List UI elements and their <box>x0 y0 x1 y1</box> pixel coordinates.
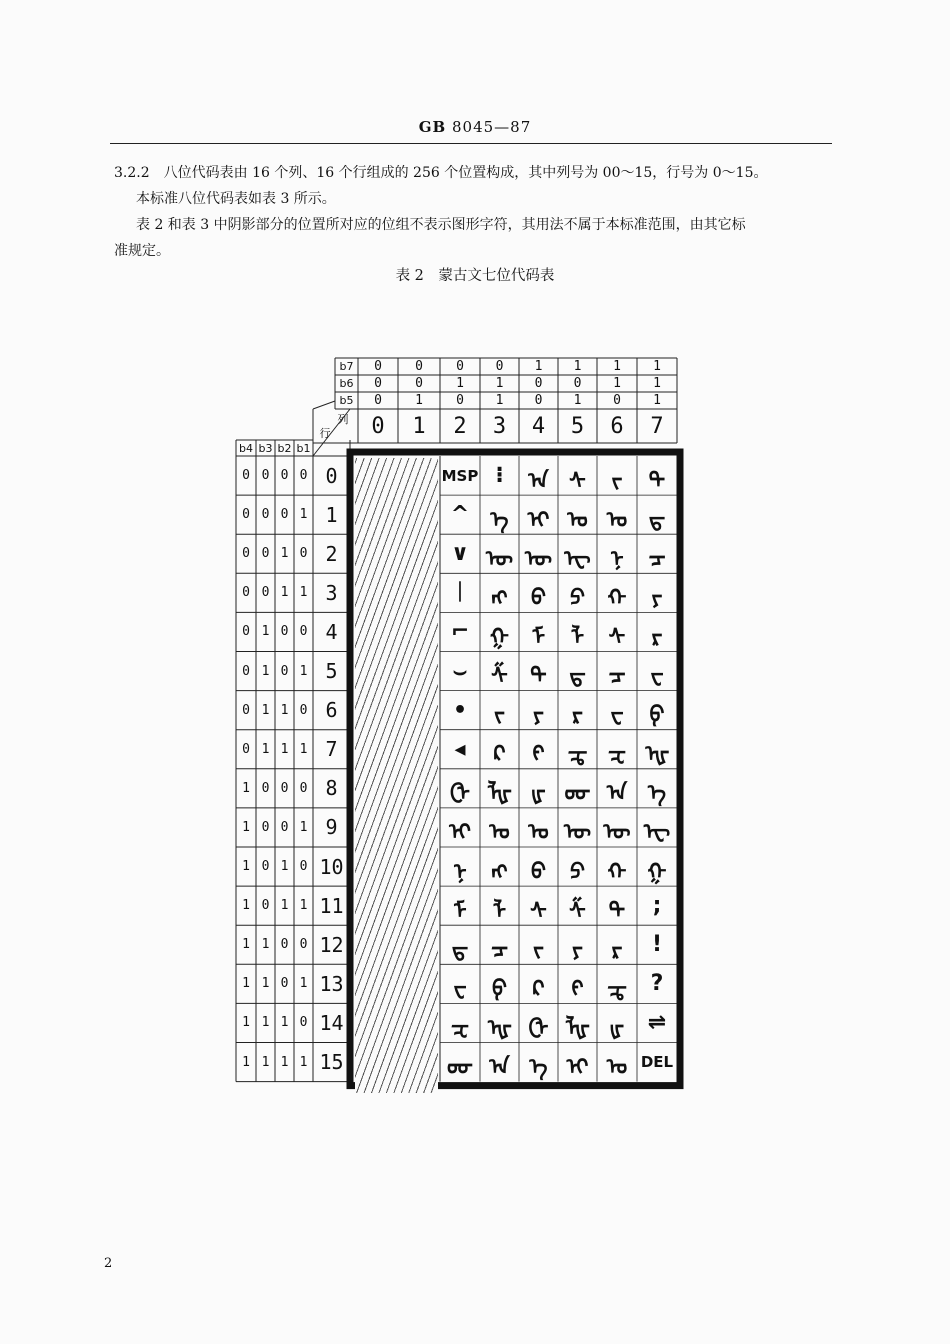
row-bit-cell: 0 <box>280 976 289 992</box>
row-bit-cell: 1 <box>261 1054 270 1070</box>
top-bit-cell: 0 <box>415 359 423 374</box>
code-glyph: ᠹ <box>649 703 665 729</box>
code-glyph: ᠻ <box>532 742 545 768</box>
code-glyph: ᠾ <box>487 1015 512 1041</box>
top-bit-cell: 1 <box>415 393 423 408</box>
code-glyph: ᠠ <box>606 781 628 807</box>
row-bit-cell: 0 <box>242 507 250 523</box>
row-bit-cell: 1 <box>299 1054 308 1070</box>
row-header-label: 行 <box>319 427 331 440</box>
row-bit-cell: 1 <box>261 741 270 757</box>
row-bit-cell: 0 <box>242 468 250 484</box>
code-glyph: ᠲ <box>648 468 666 494</box>
row-bit-cell: 0 <box>242 741 250 757</box>
code-glyph: ᡂ <box>447 1055 473 1081</box>
column-number: 2 <box>453 413 467 439</box>
row-bit-cell: 0 <box>242 585 250 601</box>
top-bit-cell: 1 <box>495 376 504 391</box>
code-glyph: ᠣ <box>567 507 588 533</box>
code-glyph: ᠤ <box>606 507 628 533</box>
row-bit-cell: 0 <box>242 546 250 562</box>
code-glyph: ᠷ <box>651 624 663 650</box>
column-number: 5 <box>570 413 585 439</box>
column-header-label: 列 <box>337 413 349 426</box>
bit-label-b3: b3 <box>258 441 273 455</box>
code-glyph: ᠰ <box>569 468 586 494</box>
row-bit-cell: 1 <box>280 898 289 914</box>
code-glyph: ◂ <box>454 736 466 762</box>
code-glyph: ᛁ <box>453 580 467 606</box>
standard-code: 8045—87 <box>452 118 532 136</box>
row-bit-cell: 1 <box>299 663 308 679</box>
code-glyph: MSP <box>441 466 479 485</box>
top-bit-cell: 0 <box>456 393 464 408</box>
row-bit-cell: 1 <box>242 1015 250 1031</box>
code-glyph: ᠬ <box>607 859 627 885</box>
row-bit-cell: 0 <box>261 546 270 562</box>
code-glyph: ᠷ <box>611 937 623 963</box>
code-glyph: ᠧ <box>564 546 591 572</box>
code-glyph: ᠫ <box>570 859 585 885</box>
code-glyph: ᠯ <box>570 624 585 650</box>
code-glyph: ᠩ <box>491 585 508 611</box>
row-bit-cell: 1 <box>299 976 308 992</box>
row-number: 10 <box>319 854 344 879</box>
code-glyph: ᡀ <box>487 781 512 807</box>
top-bit-cell: 0 <box>374 376 382 391</box>
code-glyph: ⁝ <box>495 463 504 489</box>
code-glyph: ᠢ <box>566 1055 589 1081</box>
top-bit-cell: 0 <box>534 376 543 391</box>
top-bit-cell: 1 <box>653 359 661 374</box>
code-glyph: ᠻ <box>571 976 584 1002</box>
code-glyph: ᠾ <box>644 742 670 768</box>
row-number: 15 <box>319 1050 344 1075</box>
top-bit-cell: 0 <box>415 376 423 391</box>
code-glyph: ᠳ <box>451 937 469 963</box>
para1-line2: 本标准八位代码表如表 3 所示。 <box>136 191 336 207</box>
para2-line1: 表 2 和表 3 中阴影部分的位置所对应的位组不表示图形字符，其用法不属于本标准范围，由其它标 <box>136 217 746 233</box>
code-glyph: ᠩ <box>491 859 508 885</box>
para1-line1: 3.2.2 八位代码表由 16 个列、16 个行组成的 256 个位置构成，其中列号为 00～15，行号为 0～15。 <box>114 165 768 181</box>
column-number: 1 <box>412 413 426 439</box>
row-bit-cell: 0 <box>299 859 308 875</box>
code-glyph: ᠰ <box>530 898 547 924</box>
code-glyph: ᠴ <box>608 664 626 690</box>
code-glyph: ᠼ <box>567 742 588 768</box>
row-bit-cell: 0 <box>261 585 270 601</box>
row-bit-cell: 1 <box>280 741 289 757</box>
row-bit-cell: 0 <box>261 507 270 523</box>
code-glyph: ^ <box>450 502 470 528</box>
bit-label-b4: b4 <box>239 441 253 455</box>
code-glyph: ᡁ <box>609 1015 625 1041</box>
row-bit-cell: 0 <box>299 546 308 562</box>
code-glyph: ᠮ <box>531 624 546 650</box>
row-bit-cell: 0 <box>261 780 270 796</box>
code-glyph: ᠲ <box>608 898 626 924</box>
row-bit-cell: 0 <box>299 702 308 718</box>
code-glyph: • <box>452 697 468 723</box>
top-bit-cell: 0 <box>374 393 382 408</box>
top-bit-cell: 1 <box>573 393 582 408</box>
code-glyph: ᠨ <box>453 859 467 885</box>
code-glyph: ᠸ <box>453 976 467 1002</box>
row-number: 14 <box>319 1010 344 1035</box>
code-glyph: ᠫ <box>570 585 585 611</box>
bit-label-b6: b6 <box>339 377 354 390</box>
code-glyph: ⌐ <box>450 619 470 645</box>
top-bit-cell: 1 <box>613 376 621 391</box>
row-bit-cell: 0 <box>280 937 289 953</box>
code-glyph: ᠢ <box>527 507 550 533</box>
code-glyph: ᡀ <box>565 1015 590 1041</box>
code-glyph: ᠱ <box>569 898 586 924</box>
code-glyph: ᠨ <box>610 546 624 572</box>
column-number: 6 <box>610 413 624 439</box>
row-bit-cell: 0 <box>299 624 308 640</box>
code-glyph: ᠯ <box>492 898 507 924</box>
code-glyph: ᠹ <box>492 976 507 1002</box>
top-bit-cell: 0 <box>573 376 582 391</box>
code-glyph: ᠺ <box>532 976 545 1002</box>
code-glyph: ᠶ <box>572 937 583 963</box>
row-bit-cell: 1 <box>261 702 270 718</box>
bit-label-b2: b2 <box>277 441 292 455</box>
code-glyph: ᠡ <box>490 507 509 533</box>
bit-label-b7: b7 <box>339 360 354 373</box>
row-bit-cell: 1 <box>299 741 308 757</box>
top-bit-cell: 1 <box>653 376 661 391</box>
code-glyph: ᠢ <box>449 820 471 846</box>
row-number: 11 <box>319 893 344 918</box>
top-bit-cell: 1 <box>456 376 464 391</box>
row-number: 13 <box>319 971 344 996</box>
code-glyph: ᠭ <box>647 859 667 885</box>
code-glyph: ᠸ <box>610 703 624 729</box>
page-number: 2 <box>104 1256 113 1271</box>
row-bit-cell: 1 <box>242 819 250 835</box>
header-diagonal <box>313 401 335 409</box>
column-number: 7 <box>650 413 664 439</box>
row-bit-cell: 0 <box>261 859 270 875</box>
code-glyph: ᠬ <box>607 585 627 611</box>
code-glyph: ᠵ <box>611 468 623 494</box>
column-number: 3 <box>492 413 507 439</box>
row-bit-cell: 1 <box>280 585 289 601</box>
row-number: 2 <box>325 541 338 566</box>
code-glyph: ᠵ <box>494 703 505 729</box>
row-number: 8 <box>325 776 338 801</box>
row-bit-cell: 0 <box>280 819 289 835</box>
code-glyph: ᠡ <box>647 781 667 807</box>
row-bit-cell: 1 <box>242 859 250 875</box>
row-number: 12 <box>319 932 344 957</box>
code-glyph: ᠷ <box>572 703 583 729</box>
code-glyph: ᠪ <box>531 859 546 885</box>
code-glyph: ᠿ <box>450 781 470 807</box>
top-bit-cell: 0 <box>456 359 464 374</box>
code-glyph: ᠶ <box>651 585 663 611</box>
row-number: 1 <box>325 502 338 527</box>
row-bit-cell: 0 <box>242 702 250 718</box>
top-bit-cell: 1 <box>495 393 504 408</box>
code-glyph: ᠽ <box>451 1015 469 1041</box>
row-bit-cell: 0 <box>299 468 308 484</box>
bit-label-b1: b1 <box>296 441 311 455</box>
standard-prefix: GB <box>418 118 447 136</box>
row-bit-cell: 1 <box>299 507 308 523</box>
code-glyph: ᠦ <box>603 820 631 846</box>
code-glyph: ᡁ <box>531 781 546 807</box>
row-bit-cell: 0 <box>299 1015 308 1031</box>
para2-line2: 准规定。 <box>114 243 170 259</box>
code-glyph: ᠿ <box>528 1015 549 1041</box>
top-bit-cell: 1 <box>613 359 621 374</box>
row-number: 3 <box>325 580 338 605</box>
code-glyph: ! <box>651 932 663 958</box>
row-bit-cell: 0 <box>242 624 250 640</box>
row-bit-cell: 0 <box>261 819 270 835</box>
row-bit-cell: 0 <box>280 780 289 796</box>
code-glyph: ᠲ <box>530 664 547 690</box>
row-bit-cell: 1 <box>261 624 270 640</box>
row-bit-cell: 1 <box>261 937 270 953</box>
bit-label-b5: b5 <box>339 394 354 407</box>
top-bit-cell: 0 <box>613 393 621 408</box>
code-glyph: ; <box>652 893 662 919</box>
row-bit-cell: 1 <box>242 780 250 796</box>
row-bit-cell: 0 <box>280 507 289 523</box>
row-bit-cell: 1 <box>299 819 308 835</box>
top-bit-cell: 1 <box>534 359 543 374</box>
code-glyph: ⇌ <box>647 1010 667 1036</box>
code-glyph: ᠳ <box>569 664 586 690</box>
row-bit-cell: 0 <box>280 663 289 679</box>
top-bit-cell: 0 <box>495 359 504 374</box>
code-glyph: ᠮ <box>453 898 467 924</box>
code-glyph: ᠵ <box>533 937 544 963</box>
shaded-region <box>355 458 438 1093</box>
table-caption: 表 2 蒙古文七位代码表 <box>395 268 555 284</box>
code-glyph: ᠭ <box>490 624 509 650</box>
row-bit-cell: 0 <box>299 780 308 796</box>
row-number: 4 <box>325 619 338 644</box>
row-bit-cell: 1 <box>299 585 308 601</box>
code-glyph: ᠸ <box>650 664 664 690</box>
row-bit-cell: 0 <box>299 937 308 953</box>
row-number: 9 <box>325 815 338 840</box>
code-glyph: ᠧ <box>643 820 671 846</box>
code-glyph: ᠴ <box>491 937 508 963</box>
row-bit-cell: 0 <box>242 663 250 679</box>
row-bit-cell: 1 <box>280 1015 289 1031</box>
top-bit-cell: 0 <box>374 359 382 374</box>
row-number: 7 <box>325 737 338 762</box>
top-bit-cell: 1 <box>653 393 661 408</box>
row-number: 0 <box>325 463 338 488</box>
row-bit-cell: 0 <box>261 468 270 484</box>
row-number: 6 <box>325 698 338 723</box>
row-bit-cell: 1 <box>280 1054 289 1070</box>
row-bit-cell: 1 <box>280 702 289 718</box>
code-glyph: ∨ <box>451 541 469 567</box>
code-glyph: ᠣ <box>606 1055 628 1081</box>
code-glyph: ᠶ <box>533 703 544 729</box>
code-glyph: ᠥ <box>563 820 592 846</box>
row-number: 5 <box>325 659 338 684</box>
top-bit-cell: 1 <box>573 359 582 374</box>
row-bit-cell: 1 <box>242 976 250 992</box>
row-bit-cell: 0 <box>280 468 289 484</box>
top-bit-cell: 0 <box>534 393 543 408</box>
column-number: 4 <box>531 413 546 439</box>
code-glyph: ᠠ <box>528 468 549 494</box>
row-bit-cell: 1 <box>261 663 270 679</box>
code-glyph: ᠤ <box>528 820 549 846</box>
code-glyph: ᠳ <box>648 507 666 533</box>
code-glyph: ᠽ <box>608 742 626 768</box>
code-glyph: ᠡ <box>529 1055 548 1081</box>
column-number: 0 <box>371 413 385 439</box>
row-bit-cell: 1 <box>242 898 250 914</box>
code-glyph: ᠥ <box>485 546 514 572</box>
code-glyph: ᡂ <box>564 781 591 807</box>
row-bit-cell: 0 <box>280 624 289 640</box>
code-glyph: ᠼ <box>607 976 627 1002</box>
code-glyph: ᠰ <box>608 624 626 650</box>
code-glyph: ᠠ <box>489 1055 510 1081</box>
code-glyph: ᠴ <box>648 546 666 572</box>
code-glyph: ᠣ <box>489 820 510 846</box>
row-bit-cell: 1 <box>280 859 289 875</box>
row-bit-cell: 1 <box>242 937 250 953</box>
code-glyph: ᠺ <box>493 742 506 768</box>
row-bit-cell: 1 <box>299 898 308 914</box>
row-bit-cell: 1 <box>242 1054 250 1070</box>
row-bit-cell: 0 <box>261 898 270 914</box>
row-bit-cell: 1 <box>261 1015 270 1031</box>
row-bit-cell: 1 <box>280 546 289 562</box>
code-glyph: ᠪ <box>531 585 546 611</box>
code-glyph: DEL <box>640 1053 674 1072</box>
code-glyph: ⌣ <box>452 658 468 684</box>
code-glyph: ᠱ <box>491 664 508 690</box>
code-glyph: ᠦ <box>524 546 553 572</box>
row-bit-cell: 1 <box>261 976 270 992</box>
code-glyph: ? <box>650 971 664 997</box>
